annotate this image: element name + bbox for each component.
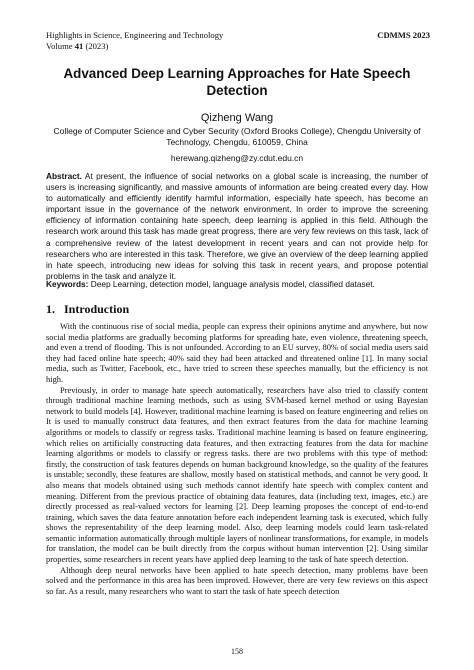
section-title: Introduction [64, 302, 130, 316]
keywords-text: Deep Learning, detection model, language analysis model, classified dataset. [90, 279, 375, 289]
abstract-text: At present, the influence of social networks on a global scale is increasing, the number of users is increasing significantly, and massive amounts of information are being created every day. How to automatically and efficiently identify harmful information, especially hate speech, has become an important issue in the governance of the network environment. In order to improve the screening efficiency of information containing hate speech, deep learning is applied in this field. Although the research work around this task has made great progress, there are very few reviews on this task, lack of a comprehensive review of the latest development in recent years and can not provide help for researchers who are interested in this task. Therefore, we give an overview of the deep learning applied in hate speech, introducing new ideas for solving this task in recent years, and propose potential problems in the task and analyze it. [46, 171, 428, 281]
abstract [46, 171, 428, 282]
paper-title: Advanced Deep Learning Approaches for Hate Speech Detection [63, 66, 411, 98]
journal-name: Highlights in Science, Engineering and Technology [46, 30, 224, 40]
author-email: herewang.qizheng@zy.cdut.edu.cn [170, 153, 304, 163]
running-header [46, 30, 223, 52]
volume-year: (2023) [83, 41, 109, 51]
conference-name: CDMMS 2023 [377, 30, 430, 40]
author-affiliation: College of Computer Science and Cyber Security (Oxford Brooks College), Chengdu University of Technology, Chengdu, 610059, China [53, 126, 421, 148]
section-number: 1. [46, 302, 55, 316]
section-heading [46, 302, 129, 317]
paragraph: With the continuous rise of social media, people can express their opinions anytime and anywhere, but now social media platforms are gradually becoming platforms for spreading hate, even violence, threatening speech, and even a trend of flooding. This is not unfounded. According to an EU survey, 80% of social media users said they had faced online hate speech; 40% said they had been attacked and threatened online [1]. In many social media, such as Twitter, Facebook, etc., have tried to screen these speeches manually, but the efficiency is not high. [46, 321, 428, 384]
paragraph: Previously, in order to manage hate speech automatically, researchers have also tried to classify content through traditional machine learning methods, such as using SVM-based kernel method or using Bayesian network to build models [4]. However, traditional machine learning is based on feature engineering and relies on It is used to manually construct data features, and then extract features from the data for machine learning algorithms or models to classify or regress tasks. Traditional machine learning is based on feature engineering, which relies on artificially constructing data features, and then extracting features from the data for machine learning algorithms or models to classify or regress tasks. there are two problems with this type of method: firstly, the construction of task features depends on human background knowledge, so the quality of the features is unstable; secondly, these features are shallow, mostly based on statistical methods, and cannot be very good. It also means that models obtained using such methods cannot identify hate speech with complex content and meaning. Different from the previous practice of obtaining data features, data (including text, images, etc.) are directly processed as real-valued vectors for learning [2]. Deep learning proposes the concept of end-to-end training, which saves the data feature annotation before each independent learning task is executed, which fully shows the representability of the deep learning model. Also, deep learning models could learn task-related semantic information automatically through multiple layers of nonlinear transformations, for example, in models for translation, the model can be built directly from the corpus without human intervention [2]. Using similar properties, some researchers in recent years have applied deep learning to the task of hate speech detection. [46, 384, 428, 565]
abstract-label: Abstract. [46, 171, 82, 181]
page-number: 158 [231, 647, 243, 656]
volume-label: Volume [46, 41, 75, 51]
author-name: Qizheng Wang [200, 112, 274, 124]
volume-number: 41 [74, 41, 84, 51]
keywords [46, 279, 428, 290]
section-body [46, 321, 428, 596]
paragraph: Although deep neural networks have been applied to hate speech detection, many problems have been solved and the performance in this area has been improved. However, there are very few reviews on this aspect so far. As a result, many researchers who want to start the task of hate speech detection [46, 564, 428, 596]
keywords-label: Keywords: [46, 279, 89, 289]
volume-line [46, 41, 223, 52]
